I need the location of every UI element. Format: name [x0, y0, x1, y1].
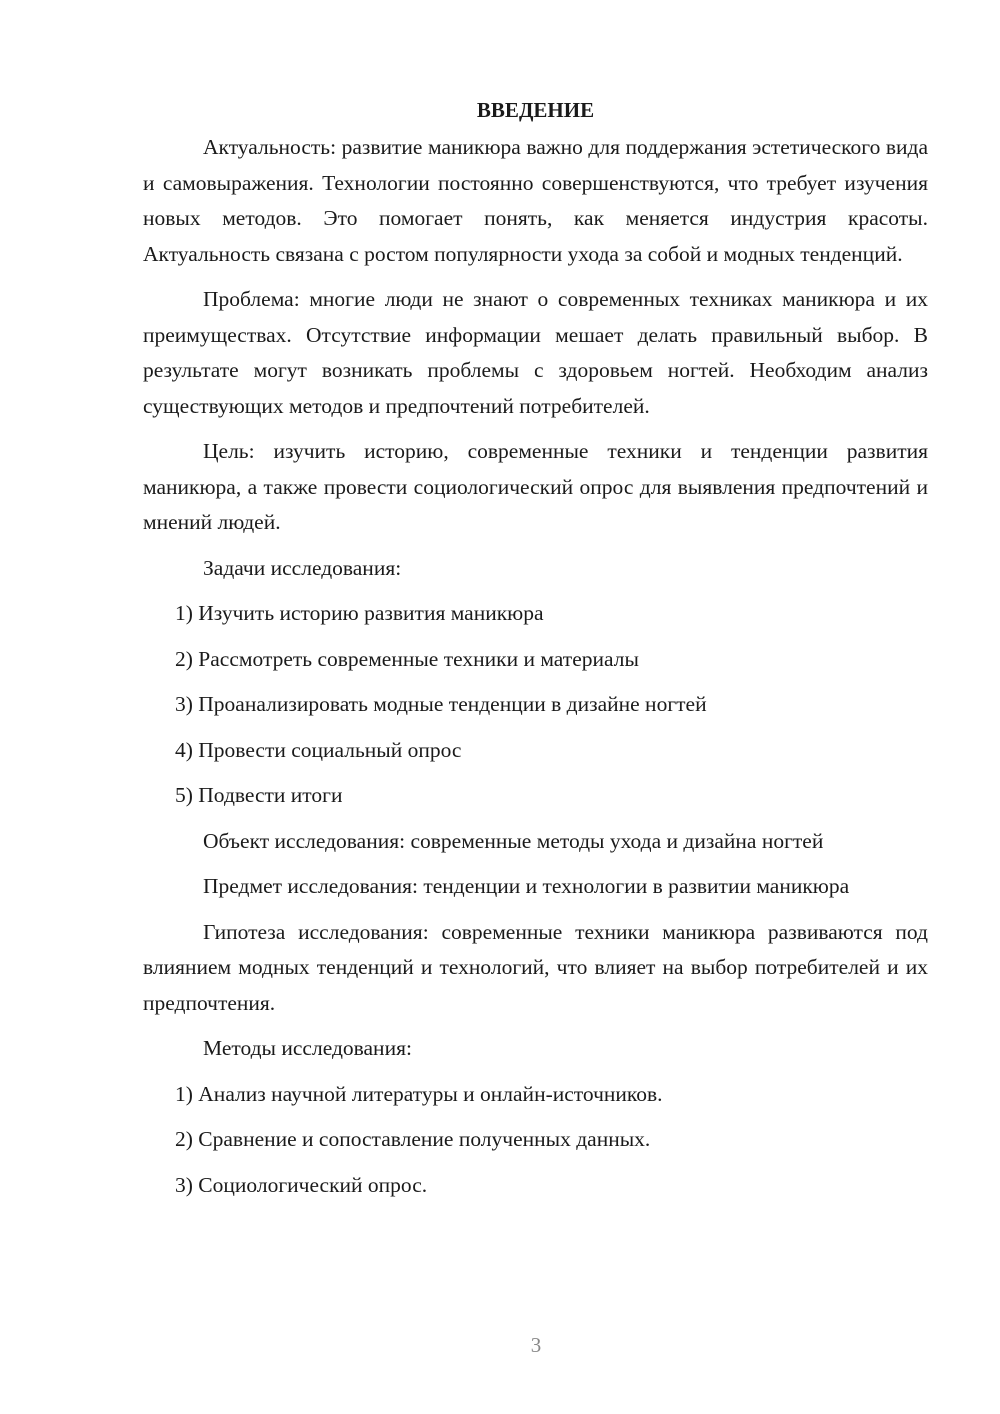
paragraph-subject: Предмет исследования: тенденции и технологии в развитии маникюра [203, 874, 850, 898]
method-item: 1) Анализ научной литературы и онлайн-источников. [175, 1081, 663, 1106]
methods-heading: Методы исследования: [203, 1036, 412, 1060]
task-item: 3) Проанализировать модные тенденции в дизайне ногтей [175, 692, 707, 716]
task-item: 4) Провести социальный опрос [175, 737, 462, 762]
method-item: 2) Сравнение и сопоставление полученных данных. [175, 1127, 651, 1151]
task-item: 5) Подвести итоги [175, 783, 343, 807]
tasks-heading: Задачи исследования: [203, 555, 402, 580]
method-item: 3) Социологический опрос. [175, 1172, 428, 1197]
page-content [143, 95, 928, 1213]
paragraph-object: Объект исследования: современные методы ухода и дизайна ногтей [203, 828, 824, 853]
paragraph-problem: Проблема: многие люди не знают о современных техниках маникюра и их преимуществах. Отсутствие информации мешает делать правильный выбор. В результате могут возникать проблемы с здоровьем ногтей. Необходим анализ существующих методов и предпочтений потребителей. [143, 287, 928, 418]
paragraph-hypothesis: Гипотеза исследования: современные техники маникюра развиваются под влиянием модных тенденций и технологий, что влияет на выбор потребителей и их предпочтения. [143, 919, 928, 1015]
task-item: 2) Рассмотреть современные техники и материалы [175, 646, 639, 671]
paragraph-relevance: Актуальность: развитие маникюра важно для поддержания эстетического вида и самовыражения. Технологии постоянно совершенствуются, что требует изучения новых методов. Это помогает понять, как меняется индустрия красоты. Актуальность связана с ростом популярности ухода за собой и модных тенденций. [143, 135, 928, 266]
paragraph-goal: Цель: изучить историю, современные техники и тенденции развития маникюра, а также провести социологический опрос для выявления предпочтений и мнений людей. [143, 439, 928, 534]
page-title: ВВЕДЕНИЕ [476, 98, 595, 122]
task-item: 1) Изучить историю развития маникюра [175, 601, 544, 625]
page-number: 3 [530, 1333, 542, 1357]
